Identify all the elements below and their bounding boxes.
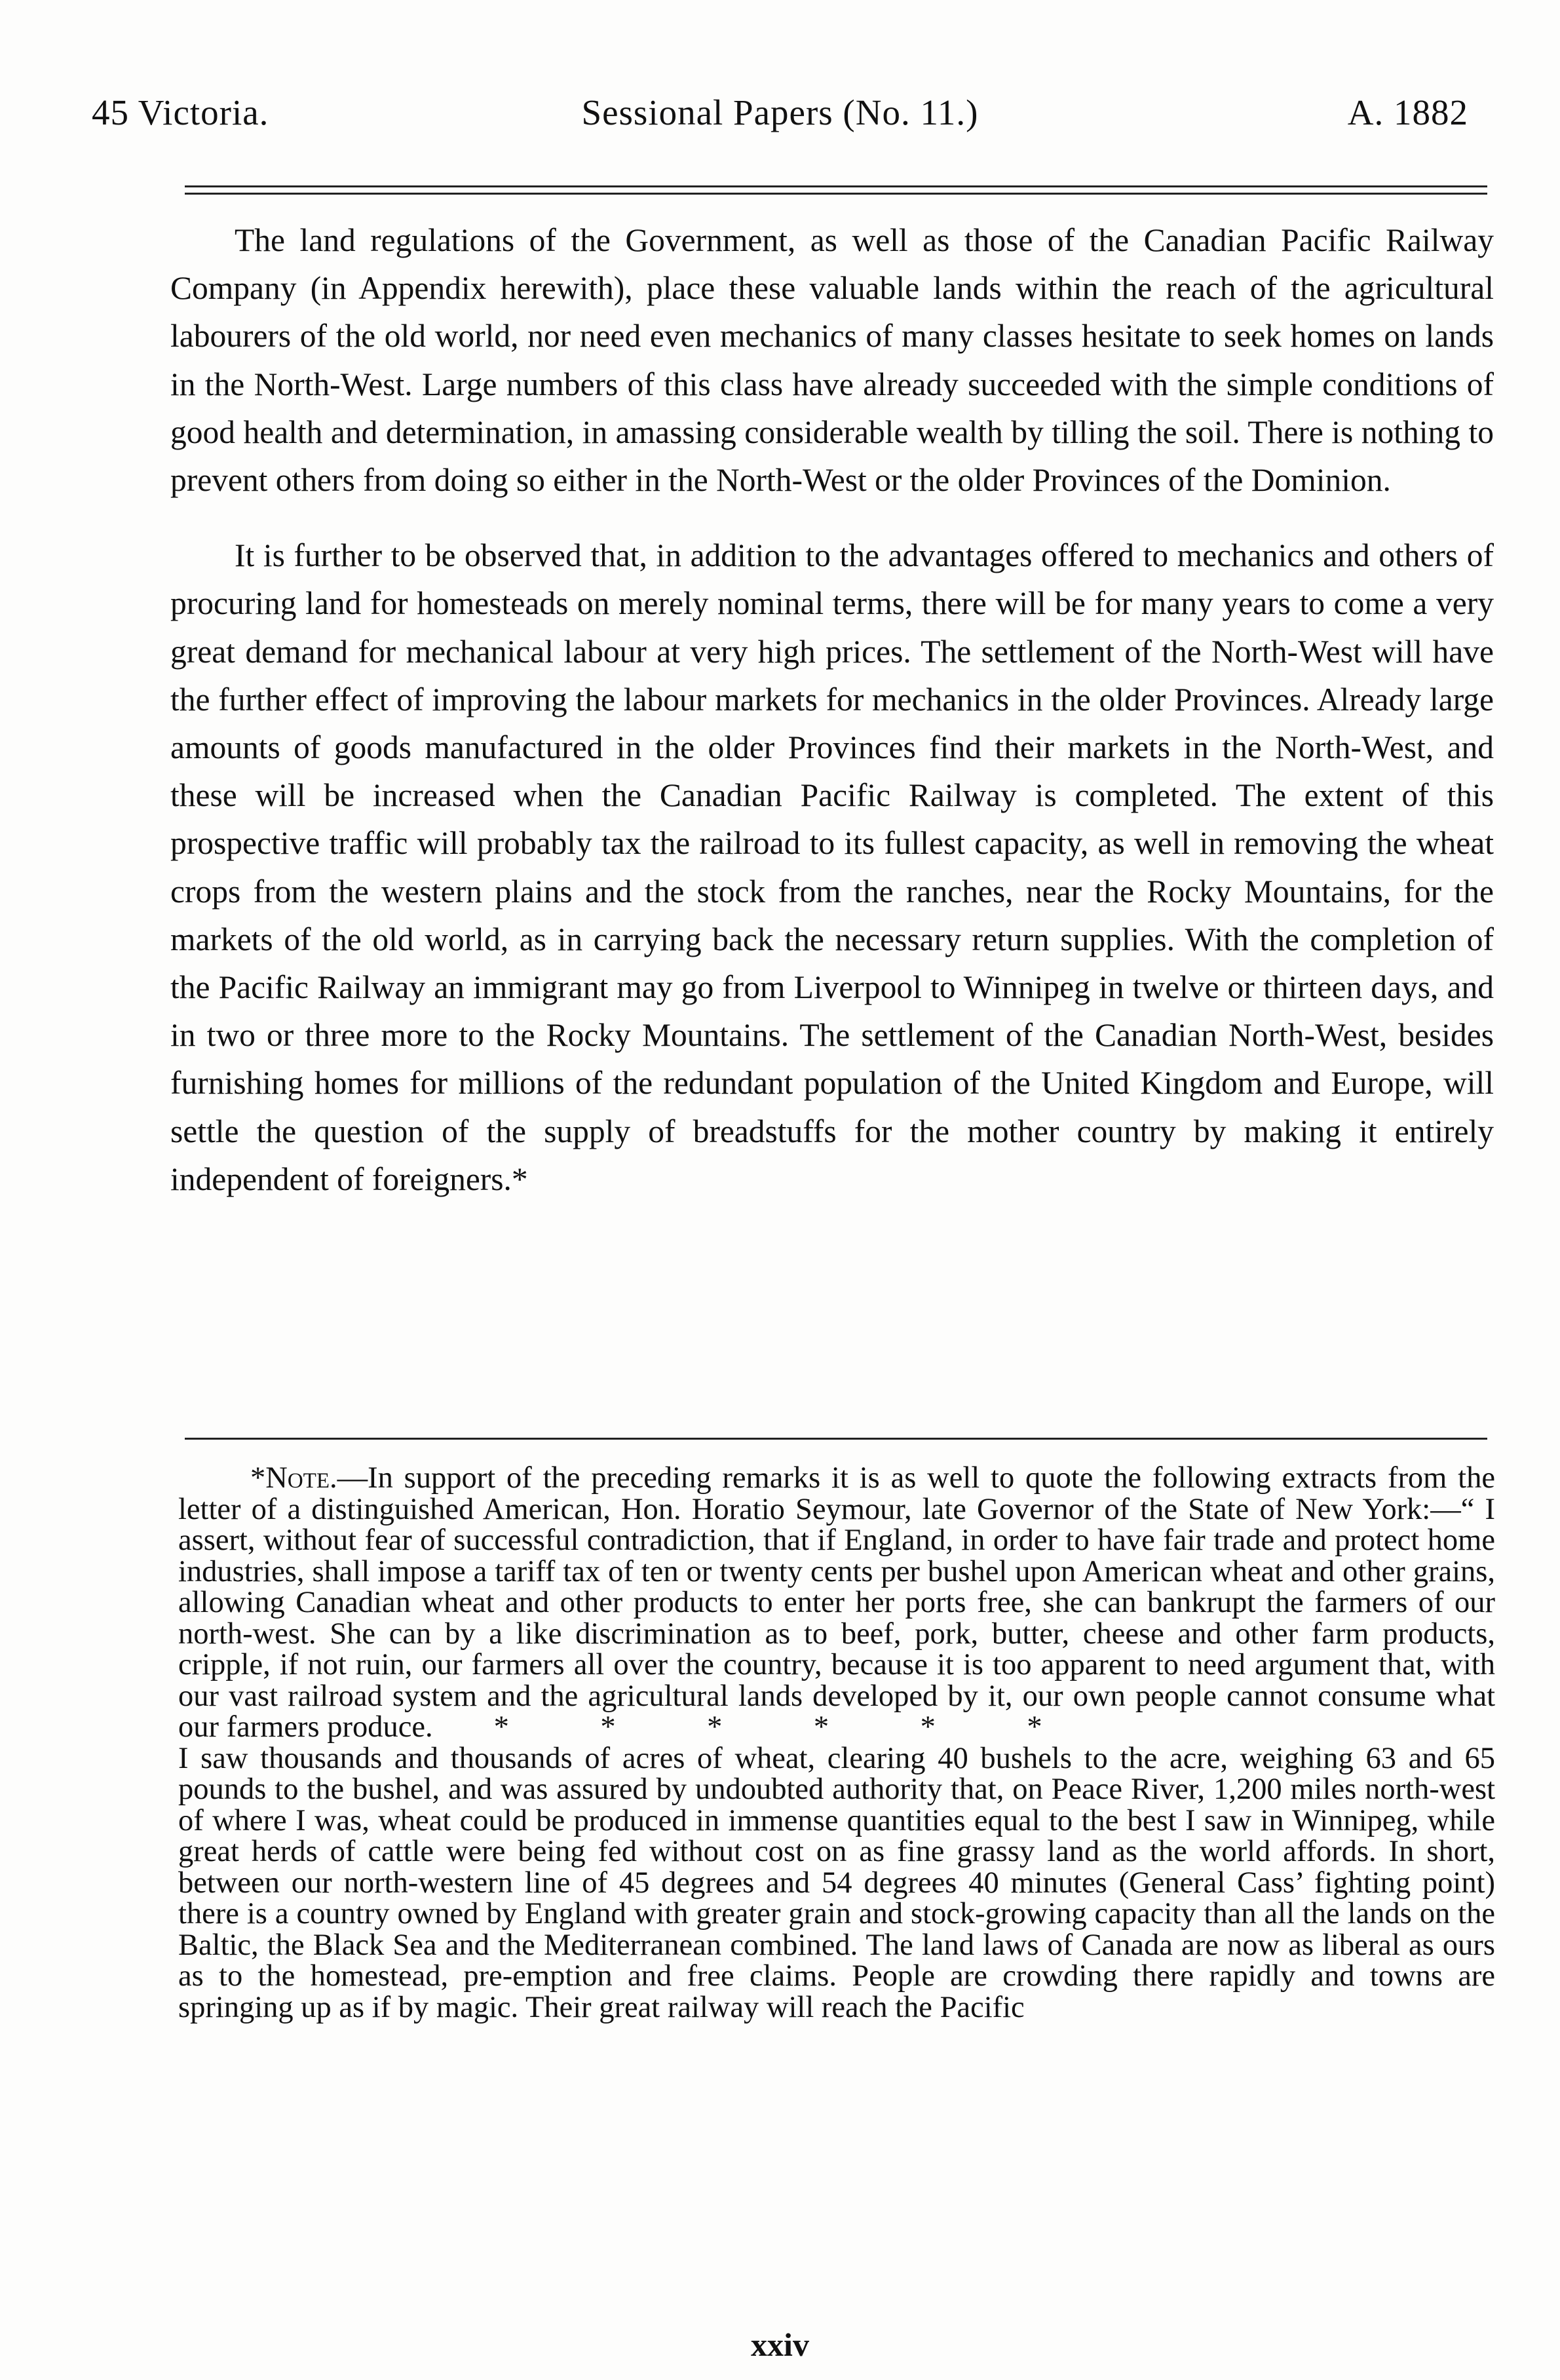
- footnote-text-part2: I saw thousands and thousands of acres of wheat, clearing 40 bushels to the acre, weighing 63 and 65 pounds to the bushel, and was assured by undoubted authority that, on Peace River, 1,200 miles north-west of where I was, wheat could be produced in immense quantities equal to the best I saw in Winnipeg, while great herds of cattle were being fed without cost on as fine grassy land as the world affords. In short, between our north-western line of 45 degrees and 54 degrees 40 minutes (General Cass’ fighting point) there is a country owned by England with greater grain and stock-growing capacity than all the lands on the Baltic, the Black Sea and the Mediterranean combined. The land laws of Canada are now as liberal as ours as to the homestead, pre-emption and free claims. People are crowding there rapidly and towns are springing up as if by magic. Their great railway will reach the Pacific: [178, 1741, 1495, 2024]
- footnote-ellipsis-stars: * * * * * *: [493, 1710, 1042, 1744]
- footnote-text-part1: —In support of the preceding remarks it is as well to quote the following extracts from the letter of a distinguished American, Hon. Horatio Seymour, late Governor of the State of New York:—“ I assert, without fear of successful contradiction, that if England, in order to have fair trade and protect home industries, shall impose a tariff tax of ten or twenty cents per bushel upon American wheat and other grains, allowing Canadian wheat and other products to enter her ports free, she can bankrupt the farmers of our north-west. She can by a like discrimination as to beef, pork, butter, cheese and other farm products, cripple, if not ruin, our farmers all over the country, because it is too apparent to need argument that, with our vast railroad system and the agricultural lands developed by it, our own people cannot consume what our farmers produce.: [178, 1461, 1495, 1744]
- footnote-rule: [185, 1438, 1487, 1440]
- header-session: 45 Victoria.: [92, 92, 269, 132]
- header-double-rule: [185, 185, 1487, 195]
- footnote: [178, 1463, 1495, 2023]
- page-header: [92, 86, 1468, 139]
- main-text: [170, 216, 1494, 1203]
- footnote-paragraph: [178, 1463, 1495, 2023]
- header-title: Sessional Papers (No. 11.): [581, 92, 979, 132]
- page-number: xxiv: [751, 2326, 809, 2363]
- header-year: A. 1882: [1347, 92, 1468, 132]
- paragraph-land-regulations: The land regulations of the Government, as well as those of the Canadian Pacific Railway Company (in Appendix herewith), place these valuable lands within the reach of the agricultural labourers of the old world, nor need even mechanics of many classes hesitate to seek homes on lands in the North-West. Large numbers of this class have already succeeded with the simple conditions of good health and determination, in amassing considerable wealth by tilling the soil. There is nothing to prevent others from doing so either in the North-West or the older Provinces of the Dominion.: [170, 222, 1494, 499]
- footnote-label: *Note.: [250, 1461, 337, 1495]
- paragraph-mechanics: It is further to be observed that, in addition to the advantages offered to mechanics and others of procuring land for homesteads on merely nominal terms, there will be for many years to come a very great demand for mechanical labour at very high prices. The settlement of the North-West will have the further effect of improving the labour markets for mechanics in the older Provinces. Already large amounts of goods manufactured in the older Provinces find their markets in the North-West, and these will be increased when the Canadian Pacific Railway is completed. The extent of this prospective traffic will probably tax the railroad to its fullest capacity, as well in removing the wheat crops from the western plains and the stock from the ranches, near the Rocky Mountains, for the markets of the old world, as in carrying back the necessary return supplies. With the completion of the Pacific Railway an immigrant may go from Liverpool to Winnipeg in twelve or thirteen days, and in two or three more to the Rocky Mountains. The settlement of the Canadian North-West, besides furnishing homes for millions of the redundant population of the United Kingdom and Europe, will settle the question of the supply of breadstuffs for the mother country by making it entirely independent of foreigners.*: [170, 537, 1494, 1197]
